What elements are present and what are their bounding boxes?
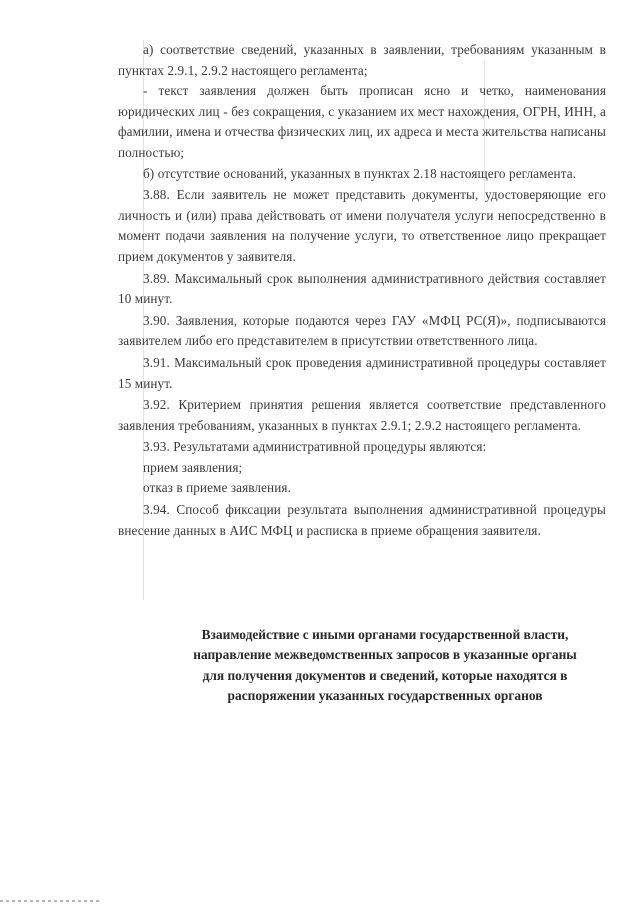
heading-line: направление межведомственных запросов в указанные органы — [193, 647, 577, 663]
paragraph-3-88: 3.88. Если заявитель не может представить документы, удостоверяющие его личность и (или) права действовать от имени получателя услуги непосредственно в момент подачи заявления на получение услуги, то ответственное лицо прекращает прием документов у заявителя. — [118, 187, 606, 264]
list-item-reject: отказ в приеме заявления. — [143, 480, 291, 496]
paragraph-b: б) отсутствие оснований, указанных в пунктах 2.18 настоящего регламента. — [143, 165, 577, 181]
paragraph-3-92: 3.92. Критерием принятия решения является соответствие представленного заявления требованиям, указанных в пунктах 2.9.1; 2.9.2 настоящего регламента. — [118, 397, 606, 433]
heading-line: распоряжении указанных государственных органов — [227, 688, 543, 704]
paragraph-3-93: 3.93. Результатами административной процедуры являются: — [143, 439, 487, 455]
heading-line: для получения документов и сведений, которые находятся в — [202, 667, 568, 683]
paragraph-3-94: 3.94. Способ фиксации результата выполнения административной процедуры внесение данных в АИС МФЦ и расписка в приеме обращения заявителя. — [118, 502, 606, 538]
scan-footer-mark — [0, 900, 100, 902]
heading-line: Взаимодействие с иными органами государственной власти, — [201, 627, 569, 642]
paragraph-a: а) соответствие сведений, указанных в заявлении, требованиям указанным в пунктах 2.9.1, 2.9.2 настоящего регламента; — [118, 42, 606, 78]
paragraph-3-89: 3.89. Максимальный срок выполнения административного действия составляет 10 минут. — [118, 270, 606, 307]
section-heading — [160, 625, 610, 707]
paragraph-3-90: 3.90. Заявления, которые подаются через ГАУ «МФЦ РС(Я)», подписываются заявителем либо его представителем в присутствии ответственного лица. — [118, 312, 606, 349]
body-text — [118, 40, 606, 541]
paragraph-text-requirements: - текст заявления должен быть прописан ясно и четко, наименования юридических лиц - без сокращения, с указанием их мест нахождения, ОГРН, ИНН, а фамилии, имена и отчества физических лиц, их адреса и места жительства написаны полностью; — [118, 83, 606, 160]
list-item-accept: прием заявления; — [143, 459, 243, 475]
paragraph-3-91: 3.91. Максимальный срок проведения административной процедуры составляет 15 минут. — [118, 354, 606, 391]
